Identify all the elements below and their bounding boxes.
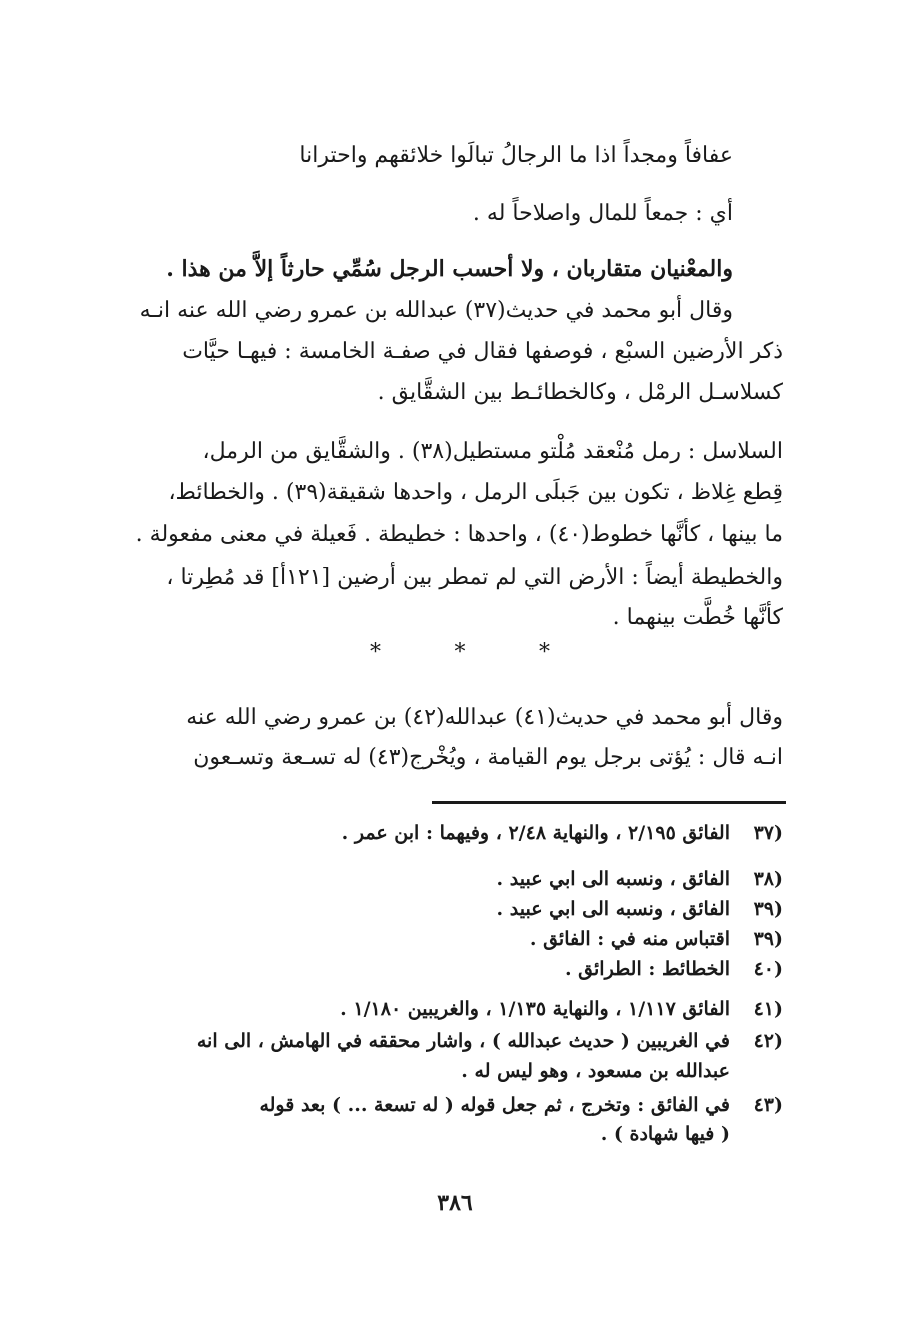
body-line: ذكر الأرضين السبْع ، فوصفها فقال في صفـة الخامسة : فيهـا حيَّات bbox=[182, 339, 783, 364]
footnote-separator bbox=[432, 801, 786, 804]
section-divider-stars bbox=[370, 640, 550, 665]
footnote-number: (٣٧ bbox=[753, 822, 783, 844]
body-line: قِطع غِلاظ ، تكون بين جَبلَى الرمل ، واحدها شقيقة(٣٩) . والخطائط، bbox=[168, 480, 783, 505]
footnote-text: في الفائق : وتخرج ، ثم جعل قوله ( له تسعة ... ) بعد قوله bbox=[259, 1094, 730, 1116]
star-mark: * bbox=[454, 640, 466, 665]
star-mark: * bbox=[539, 640, 550, 665]
footnote-text: الفائق ، ونسبه الى ابي عبيد . bbox=[496, 898, 730, 920]
footnote-text: في الغريبين ( حديث عبدالله ) ، واشار محققه في الهامش ، الى انه bbox=[196, 1030, 730, 1052]
body-line: ما بينها ، كأنَّها خطوط(٤٠) ، واحدها : خطيطة . فَعيلة في معنى مفعولة . bbox=[135, 522, 783, 547]
footnote-continuation: ( فيها شهادة ) . bbox=[600, 1123, 730, 1145]
footnote-number: (٤٠ bbox=[753, 958, 783, 980]
footnote-number: (٤١ bbox=[753, 998, 783, 1020]
body-line: وقال أبو محمد في حديث(٤١) عبدالله(٤٢) بن عمرو رضي الله عنه bbox=[186, 705, 783, 730]
body-line: انـه قال : يُؤتى برجل يوم القيامة ، ويُخْرج(٤٣) له تسـعة وتسـعون bbox=[193, 745, 783, 770]
footnote-text: الفائق ، ونسبه الى ابي عبيد . bbox=[496, 868, 730, 890]
footnote-number: (٤٢ bbox=[753, 1030, 783, 1052]
body-line: أي : جمعاً للمال واصلاحاً له . bbox=[472, 201, 733, 226]
body-line: والمعْنيان متقاربان ، ولا أحسب الرجل سُمِّي حارثاً إلاَّ من هذا . bbox=[166, 256, 733, 282]
body-line: كسلاسـل الرمْل ، وكالخطائـط بين الشقَّايق . bbox=[377, 380, 783, 405]
body-line: والخطيطة أيضاً : الأرض التي لم تمطر بين أرضين [١٢١أ] قد مُطِرتا ، bbox=[166, 565, 783, 590]
footnote-number: (٣٩ bbox=[753, 928, 783, 950]
body-line: وقال أبو محمد في حديث(٣٧) عبدالله بن عمرو رضي الله عنه انـه bbox=[139, 298, 733, 323]
body-line: السلاسل : رمل مُنْعقد مُلْتو مستطيل(٣٨) . والشقَّايق من الرمل، bbox=[202, 439, 783, 464]
body-line: كأنَّها خُطَّت بينهما . bbox=[612, 605, 783, 630]
footnote-text: الفائق ١/١١٧ ، والنهاية ١/١٣٥ ، والغريبين ١/١٨٠ . bbox=[340, 998, 730, 1020]
footnote-text: الخطائط : الطرائق . bbox=[564, 958, 730, 980]
star-mark: * bbox=[370, 640, 381, 665]
page-number: ٣٨٦ bbox=[437, 1190, 473, 1216]
footnote-number: (٤٣ bbox=[753, 1094, 783, 1116]
footnote-text: الفائق ٢/١٩٥ ، والنهاية ٢/٤٨ ، وفيهما : ابن عمر . bbox=[341, 822, 730, 844]
footnote-number: (٣٩ bbox=[753, 898, 783, 920]
footnote-number: (٣٨ bbox=[753, 868, 783, 890]
footnote-continuation: عبدالله بن مسعود ، وهو ليس له . bbox=[461, 1060, 730, 1082]
footnote-text: اقتباس منه في : الفائق . bbox=[529, 928, 730, 950]
verse-line: عفافاً ومجداً اذا ما الرجالُ تبالَوا خلائقهم واحترانا bbox=[299, 143, 733, 168]
